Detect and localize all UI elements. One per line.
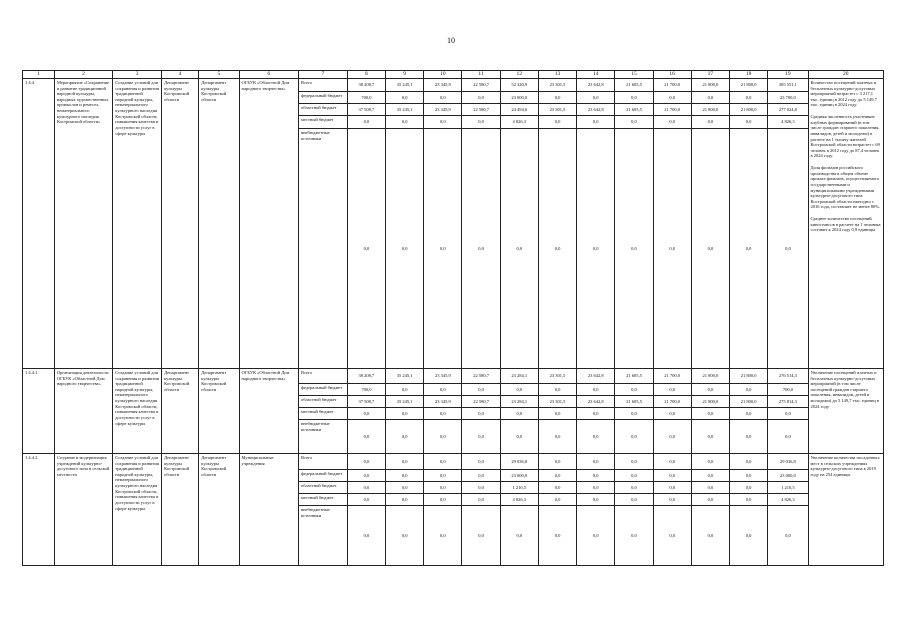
row-institution: ОГБУК «Областной Дом народного творчества» <box>239 368 298 453</box>
row-executor: Департамент культуры Костромской области <box>162 368 199 453</box>
value-cell: 0,0 <box>386 453 424 469</box>
column-number-12: 12 <box>500 71 538 79</box>
value-cell: 0,0 <box>577 453 615 469</box>
value-cell: 0,0 <box>462 128 500 368</box>
value-cell: 23 345,9 <box>424 103 462 115</box>
value-cell: 21 700,0 <box>653 103 691 115</box>
value-cell: 21 605,5 <box>615 78 653 91</box>
value-cell: 0,0 <box>462 407 500 419</box>
row-id: 1.4.4.1. <box>23 368 55 453</box>
value-cell: 0,0 <box>653 493 691 505</box>
value-cell: 22 580,7 <box>462 368 500 383</box>
value-cell: 0,0 <box>691 419 729 453</box>
expected-results <box>808 453 883 565</box>
value-cell: 0,0 <box>577 407 615 419</box>
value-cell: 23 000,0 <box>500 469 538 481</box>
value-cell: 0,0 <box>386 91 424 103</box>
value-cell: 0,0 <box>691 505 729 565</box>
value-cell: 0,0 <box>500 419 538 453</box>
value-cell: 0,0 <box>653 505 691 565</box>
value-cell: 0,0 <box>730 383 768 395</box>
value-cell: 38 208,7 <box>347 368 385 383</box>
value-cell: 0,0 <box>347 505 385 565</box>
value-cell: 0,0 <box>347 493 385 505</box>
value-cell: 0,0 <box>615 128 653 368</box>
source-label-regional-budget: областной бюджет <box>298 395 347 407</box>
value-cell: 0,0 <box>462 115 500 128</box>
value-cell: 0,0 <box>577 481 615 493</box>
value-cell: 0,0 <box>691 469 729 481</box>
column-number-6: 6 <box>239 71 298 79</box>
expected-result-paragraph: Среднее количество посещений киносеансов в расчете на 1 человека составит к 2024 году 0,9 единицы <box>810 216 881 233</box>
value-cell: 0,0 <box>730 469 768 481</box>
value-cell: 0,0 <box>615 407 653 419</box>
value-cell: 0,0 <box>386 383 424 395</box>
budget-table <box>22 70 884 566</box>
value-cell: 21 800,0 <box>691 103 729 115</box>
value-cell: 22 580,7 <box>462 78 500 91</box>
value-cell: 23 000,0 <box>768 469 808 481</box>
value-cell: 0,0 <box>538 407 576 419</box>
row-goal: Создание условий для сохранения и развития традиционной народной культуры, нематериального культурного наследия Костромской области, повышения качества и доступности услуг в сфере культуры <box>113 453 162 565</box>
value-cell: 275 814,3 <box>768 395 808 407</box>
value-cell: 21 700,0 <box>653 368 691 383</box>
value-cell: 38 208,7 <box>347 78 385 91</box>
value-cell: 0,0 <box>615 115 653 128</box>
column-number-20: 20 <box>808 71 883 79</box>
value-cell: 0,0 <box>615 419 653 453</box>
value-cell: 23 345,9 <box>424 395 462 407</box>
value-cell: 0,0 <box>538 91 576 103</box>
value-cell: 23 345,9 <box>424 78 462 91</box>
value-cell: 0,0 <box>462 493 500 505</box>
value-cell: 0,0 <box>538 419 576 453</box>
table-row <box>23 78 884 91</box>
value-cell: 0,0 <box>653 383 691 395</box>
value-cell: 0,0 <box>386 419 424 453</box>
value-cell: 0,0 <box>615 493 653 505</box>
value-cell: 23 345,9 <box>424 368 462 383</box>
row-coexecutor: Департамент культуры Костромской области <box>199 368 239 453</box>
value-cell: 35 245,1 <box>386 395 424 407</box>
value-cell: 23 642,8 <box>577 78 615 91</box>
expected-result-paragraph: Увеличение посещений платных и бесплатных культурно-досуговых мероприятий (в том числе посещений граждан старшего поколения, инвалидов, детей и молодежи) до 5 149,7 тыс. единиц в 2024 году <box>810 369 880 409</box>
value-cell: 0,0 <box>386 469 424 481</box>
value-cell: 1 210,5 <box>500 481 538 493</box>
value-cell: 0,0 <box>577 128 615 368</box>
value-cell: 0,0 <box>653 469 691 481</box>
value-cell: 0,0 <box>730 128 768 368</box>
value-cell: 21 800,0 <box>730 368 768 383</box>
value-cell: 23 700,0 <box>768 91 808 103</box>
value-cell: 23 000,0 <box>500 91 538 103</box>
column-number-19: 19 <box>768 71 808 79</box>
value-cell: 277 024,8 <box>768 103 808 115</box>
value-cell: 0,0 <box>424 505 462 565</box>
value-cell: 23 301,5 <box>538 368 576 383</box>
column-number-row <box>23 71 884 79</box>
value-cell: 0,0 <box>424 469 462 481</box>
value-cell: 0,0 <box>768 419 808 453</box>
value-cell: 0,0 <box>347 128 385 368</box>
row-name: Мероприятие «Сохранение и развитие традиционной народной культуры, народных художественных промыслов и ремесел, нематериального культурного наследия Костромской области» <box>54 78 112 368</box>
value-cell: 0,0 <box>538 481 576 493</box>
table-row <box>23 453 884 469</box>
value-cell: 21 605,5 <box>615 368 653 383</box>
value-cell: 0,0 <box>538 383 576 395</box>
value-cell: 35 245,1 <box>386 368 424 383</box>
value-cell: 23 301,5 <box>538 78 576 91</box>
value-cell: 0,0 <box>424 407 462 419</box>
value-cell: 37 508,7 <box>347 395 385 407</box>
value-cell: 0,0 <box>691 115 729 128</box>
value-cell: 0,0 <box>538 505 576 565</box>
value-cell: 0,0 <box>730 505 768 565</box>
column-number-2: 2 <box>54 71 112 79</box>
value-cell: 0,0 <box>386 128 424 368</box>
value-cell: 700,0 <box>347 383 385 395</box>
value-cell: 0,0 <box>691 407 729 419</box>
column-number-5: 5 <box>199 71 239 79</box>
value-cell: 23 301,5 <box>538 103 576 115</box>
column-number-4: 4 <box>162 71 199 79</box>
value-cell: 0,0 <box>691 453 729 469</box>
value-cell: 0,0 <box>386 481 424 493</box>
value-cell: 35 245,1 <box>386 103 424 115</box>
value-cell: 0,0 <box>615 469 653 481</box>
expected-result-paragraph: Увеличение количества посадочных мест в сельских учреждениях культурно-досугового типа к 2019 году на 254 единицы <box>810 454 880 477</box>
column-number-11: 11 <box>462 71 500 79</box>
value-cell: 29 036,8 <box>768 453 808 469</box>
value-cell: 0,0 <box>424 115 462 128</box>
value-cell: 700,0 <box>347 91 385 103</box>
column-number-18: 18 <box>730 71 768 79</box>
value-cell: 0,0 <box>500 128 538 368</box>
row-id: 1.4.4.2. <box>23 453 55 565</box>
source-label-total: Всего <box>298 453 347 469</box>
page-number: 10 <box>447 36 455 45</box>
column-number-7: 7 <box>298 71 347 79</box>
value-cell: 0,0 <box>730 115 768 128</box>
value-cell: 21 800,0 <box>730 103 768 115</box>
value-cell: 0,0 <box>462 453 500 469</box>
expected-results <box>808 78 883 368</box>
source-label-local-budget: местный бюджет <box>298 115 347 128</box>
source-label-federal-budget: федеральный бюджет <box>298 469 347 481</box>
row-name: Организация деятельности ОГБУК «Областной Дом народного творчества» <box>54 368 112 453</box>
value-cell: 0,0 <box>538 128 576 368</box>
value-cell: 22 580,7 <box>462 395 500 407</box>
value-cell: 0,0 <box>347 407 385 419</box>
value-cell: 0,0 <box>424 453 462 469</box>
source-label-local-budget: местный бюджет <box>298 407 347 419</box>
value-cell: 0,0 <box>424 493 462 505</box>
column-number-9: 9 <box>386 71 424 79</box>
row-institution: ОГБУК «Областной Дом народного творчества» <box>239 78 298 368</box>
value-cell: 21 605,5 <box>615 395 653 407</box>
value-cell: 0,0 <box>577 505 615 565</box>
source-label-local-budget: местный бюджет <box>298 493 347 505</box>
value-cell: 0,0 <box>347 419 385 453</box>
row-executor: Департамент культуры Костромской области <box>162 78 199 368</box>
value-cell: 0,0 <box>577 383 615 395</box>
value-cell: 0,0 <box>386 407 424 419</box>
value-cell: 0,0 <box>386 505 424 565</box>
value-cell: 0,0 <box>347 481 385 493</box>
value-cell: 0,0 <box>730 91 768 103</box>
value-cell: 0,0 <box>424 419 462 453</box>
value-cell: 0,0 <box>577 469 615 481</box>
value-cell: 0,0 <box>462 383 500 395</box>
value-cell: 0,0 <box>615 383 653 395</box>
value-cell: 0,0 <box>577 419 615 453</box>
value-cell: 0,0 <box>462 91 500 103</box>
row-goal: Создание условий для сохранения и развития традиционной народной культуры, нематериального культурного наследия Костромской области, повышения качества и доступности услуг в сфере культуры <box>113 368 162 453</box>
table-row <box>23 368 884 383</box>
value-cell: 21 800,0 <box>691 78 729 91</box>
value-cell: 0,0 <box>577 493 615 505</box>
row-institution: Муниципальные учреждения <box>239 453 298 565</box>
value-cell: 23 642,8 <box>577 395 615 407</box>
value-cell: 23 301,5 <box>538 395 576 407</box>
value-cell: 21 700,0 <box>653 78 691 91</box>
value-cell: 0,0 <box>538 493 576 505</box>
value-cell: 21 605,5 <box>615 103 653 115</box>
value-cell: 0,0 <box>730 407 768 419</box>
row-name: Создание и модернизация учреждений культурно-досугового типа в сельской местности <box>54 453 112 565</box>
value-cell: 21 800,0 <box>730 395 768 407</box>
value-cell: 0,0 <box>500 505 538 565</box>
value-cell: 29 036,8 <box>500 453 538 469</box>
value-cell: 23 284,1 <box>500 368 538 383</box>
source-label-total: Всего <box>298 368 347 383</box>
value-cell: 23 284,1 <box>500 395 538 407</box>
value-cell: 0,0 <box>538 115 576 128</box>
value-cell: 21 800,0 <box>691 395 729 407</box>
value-cell: 0,0 <box>615 91 653 103</box>
row-coexecutor: Департамент культуры Костромской области <box>199 453 239 565</box>
source-label-extrabudgetary: внебюджетные источники <box>298 128 347 368</box>
row-id: 1.4.4. <box>23 78 55 368</box>
value-cell: 24 494,6 <box>500 103 538 115</box>
value-cell: 0,0 <box>691 128 729 368</box>
value-cell: 0,0 <box>730 419 768 453</box>
value-cell: 0,0 <box>424 91 462 103</box>
column-number-14: 14 <box>577 71 615 79</box>
value-cell: 0,0 <box>653 453 691 469</box>
source-label-federal-budget: федеральный бюджет <box>298 383 347 395</box>
value-cell: 0,0 <box>347 115 385 128</box>
value-cell: 0,0 <box>653 407 691 419</box>
value-cell: 700,0 <box>768 383 808 395</box>
value-cell: 21 700,0 <box>653 395 691 407</box>
source-label-extrabudgetary: внебюджетные источники <box>298 419 347 453</box>
column-number-3: 3 <box>113 71 162 79</box>
row-executor: Департамент культуры Костромской области <box>162 453 199 565</box>
value-cell: 23 642,8 <box>577 368 615 383</box>
value-cell: 4 826,3 <box>500 493 538 505</box>
value-cell: 35 245,1 <box>386 78 424 91</box>
source-label-regional-budget: областной бюджет <box>298 103 347 115</box>
value-cell: 0,0 <box>653 419 691 453</box>
value-cell: 23 642,8 <box>577 103 615 115</box>
column-number-1: 1 <box>23 71 55 79</box>
value-cell: 0,0 <box>462 469 500 481</box>
value-cell: 0,0 <box>462 505 500 565</box>
value-cell: 21 800,0 <box>691 368 729 383</box>
value-cell: 0,0 <box>615 505 653 565</box>
column-number-15: 15 <box>615 71 653 79</box>
value-cell: 0,0 <box>538 453 576 469</box>
value-cell: 0,0 <box>691 91 729 103</box>
value-cell: 0,0 <box>386 493 424 505</box>
value-cell: 0,0 <box>386 115 424 128</box>
source-label-extrabudgetary: внебюджетные источники <box>298 505 347 565</box>
value-cell: 0,0 <box>768 505 808 565</box>
value-cell: 0,0 <box>691 481 729 493</box>
value-cell: 0,0 <box>500 383 538 395</box>
value-cell: 0,0 <box>424 383 462 395</box>
value-cell: 0,0 <box>653 128 691 368</box>
expected-results <box>808 368 883 453</box>
value-cell: 0,0 <box>691 493 729 505</box>
value-cell: 0,0 <box>653 115 691 128</box>
value-cell: 0,0 <box>462 481 500 493</box>
source-label-total: Всего <box>298 78 347 91</box>
column-number-17: 17 <box>691 71 729 79</box>
value-cell: 0,0 <box>768 407 808 419</box>
value-cell: 276 514,3 <box>768 368 808 383</box>
value-cell: 0,0 <box>424 481 462 493</box>
value-cell: 0,0 <box>424 128 462 368</box>
value-cell: 37 508,7 <box>347 103 385 115</box>
value-cell: 0,0 <box>768 128 808 368</box>
column-number-10: 10 <box>424 71 462 79</box>
row-coexecutor: Департамент культуры Костромской области <box>199 78 239 368</box>
value-cell: 0,0 <box>730 493 768 505</box>
expected-result-paragraph: Количество посещений платных и бесплатных культурно-досуговых мероприятий возрастет с 3 217,1 тыс. единиц в 2012 году до 5 149,7 тыс. единиц в 2024 году. <box>810 79 877 108</box>
value-cell: 0,0 <box>577 115 615 128</box>
expected-result-paragraph: Средняя численность участников клубных формирований (в том числе граждан старшего поколения, инвалидов, детей и молодежи) в расчете на 1 тысячу жителей Костромской области возрастет с 69 человек в 2012 году до 87,4 человек в 2024 году. <box>810 114 880 159</box>
value-cell: 0,0 <box>462 419 500 453</box>
column-number-8: 8 <box>347 71 385 79</box>
value-cell: 0,0 <box>653 481 691 493</box>
column-number-16: 16 <box>653 71 691 79</box>
value-cell: 52 320,9 <box>500 78 538 91</box>
value-cell: 4 826,3 <box>768 115 808 128</box>
value-cell: 0,0 <box>653 91 691 103</box>
row-goal: Создание условий для сохранения и развития традиционной народной культуры, нематериального культурного наследия Костромской области, повышения качества и доступности услуг в сфере культуры <box>113 78 162 368</box>
value-cell: 0,0 <box>500 407 538 419</box>
source-label-federal-budget: федеральный бюджет <box>298 91 347 103</box>
value-cell: 0,0 <box>730 481 768 493</box>
value-cell: 0,0 <box>577 91 615 103</box>
expected-result-paragraph: Доля фильмов российского производства в общем объеме проката фильмов, осуществляемого государственными и муниципальными учреждениями культурно-досугового типа Костромской области ежегодно с 2016 года, составляет не менее 80%. <box>810 165 881 210</box>
source-label-regional-budget: областной бюджет <box>298 481 347 493</box>
value-cell: 0,0 <box>730 453 768 469</box>
value-cell: 0,0 <box>347 453 385 469</box>
value-cell: 1 210,5 <box>768 481 808 493</box>
value-cell: 4 826,3 <box>500 115 538 128</box>
value-cell: 0,0 <box>615 481 653 493</box>
value-cell: 21 800,0 <box>730 78 768 91</box>
column-number-13: 13 <box>538 71 576 79</box>
value-cell: 0,0 <box>615 453 653 469</box>
value-cell: 0,0 <box>538 469 576 481</box>
value-cell: 22 580,7 <box>462 103 500 115</box>
value-cell: 4 826,3 <box>768 493 808 505</box>
value-cell: 0,0 <box>691 383 729 395</box>
value-cell: 305 551,1 <box>768 78 808 91</box>
value-cell: 0,0 <box>347 469 385 481</box>
